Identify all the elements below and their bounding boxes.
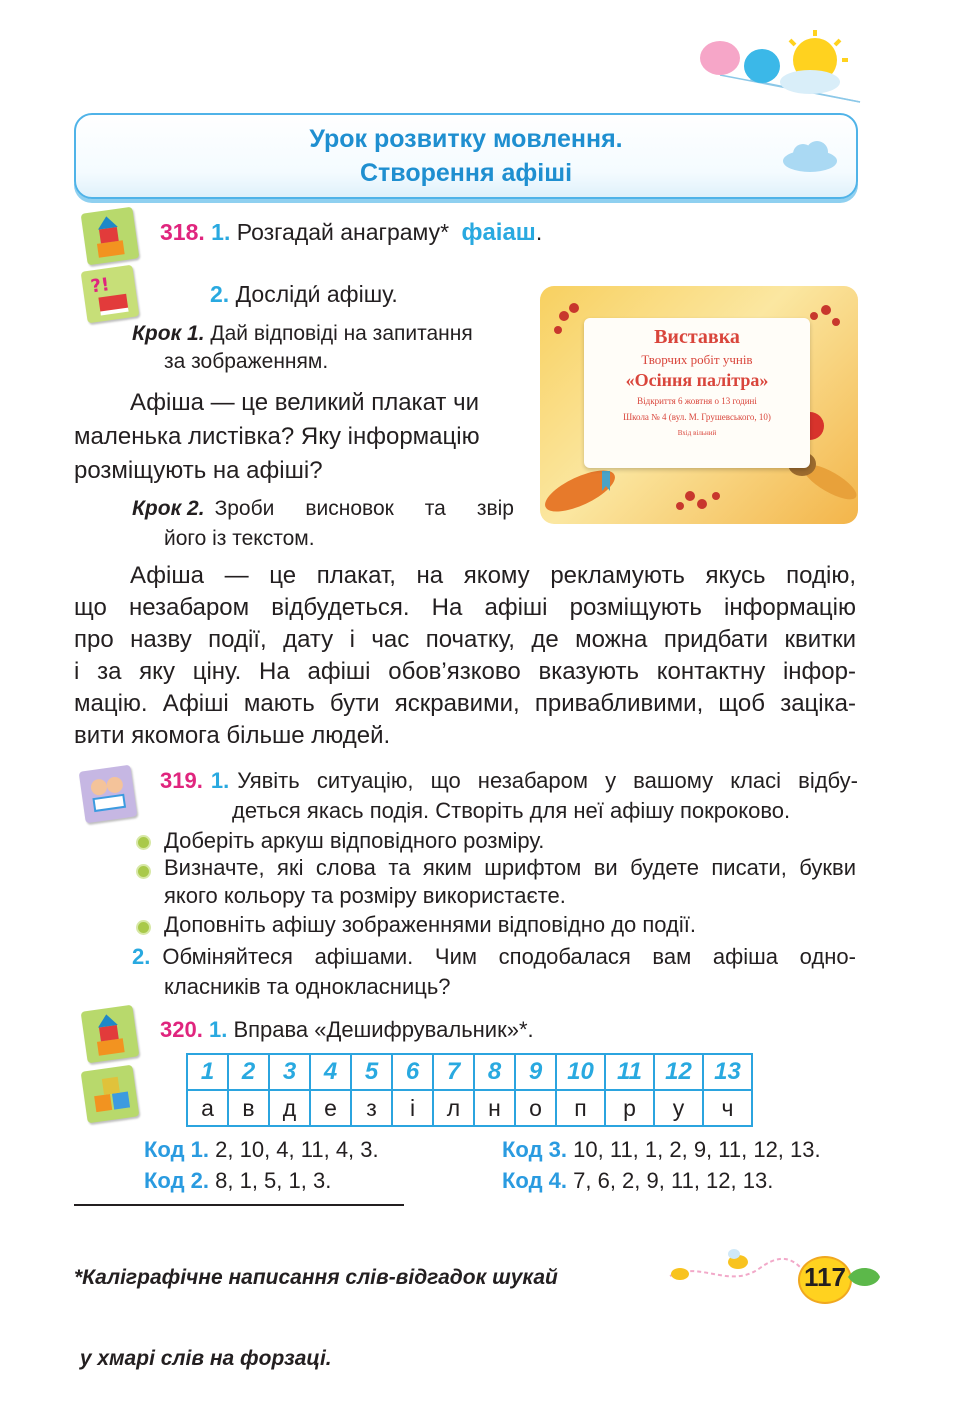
code-value: 10, 11, 1, 2, 9, 11, 12, 13.	[573, 1137, 821, 1162]
ex320-number: 320.	[160, 1017, 203, 1042]
ex319-task1-line2: деться якась подія. Створіть для неї афішу покроково.	[232, 798, 791, 823]
ex318-task1-num: 1.	[211, 219, 231, 245]
ex319-task2-line1: Обміняйтеся афішами. Чим сподобалася вам афіша одно-	[162, 944, 856, 969]
poster-illustration	[540, 286, 858, 524]
bullet-item	[164, 826, 544, 856]
poster-line1: Відкриття 6 жовтня о 13 годині	[637, 396, 757, 406]
ex320-task1	[160, 1015, 534, 1045]
bullet-line: Визначте, які слова та яким шрифтом ви будете писати, букви	[164, 855, 856, 880]
code-label: Код 2.	[144, 1168, 210, 1193]
ex319-task1-num: 1.	[210, 768, 230, 793]
footnote-line2: у хмарі слів на форзаці.	[74, 1347, 332, 1370]
poster-title: Виставка	[654, 326, 740, 348]
paragraph-line: мацію. Афіші мають бути яскравими, привабливими, щоб заціка-	[74, 690, 856, 717]
cipher-number: 9	[515, 1054, 556, 1090]
cipher-number: 3	[269, 1054, 310, 1090]
cipher-letter: о	[515, 1090, 556, 1126]
cipher-letter: п	[556, 1090, 605, 1126]
blocks-icon	[81, 1005, 140, 1064]
cipher-number: 1	[187, 1054, 228, 1090]
cipher-letter: ч	[703, 1090, 752, 1126]
cipher-number: 2	[228, 1054, 269, 1090]
lesson-title-box	[74, 113, 858, 199]
ex318-task1-text: Розгадай анаграму*	[236, 219, 450, 245]
ex318-task1-end: .	[535, 219, 543, 245]
step1-line2: за зображенням.	[164, 350, 329, 373]
question-line: Афіша — це великий плакат чи	[130, 389, 479, 416]
bullet-icon	[136, 920, 151, 935]
blocks-icon	[81, 207, 140, 266]
code-value: 8, 1, 5, 1, 3.	[215, 1168, 332, 1193]
lesson-title-line2: Створення афіші	[359, 159, 573, 187]
poster-subtitle: Творчих робіт учнів	[641, 352, 753, 367]
cipher-letters-row	[187, 1090, 752, 1126]
step1-label: Крок 1.	[132, 322, 205, 345]
ex318-task2-num: 2.	[210, 281, 230, 307]
code-label: Код 1.	[144, 1137, 210, 1162]
cipher-letter: н	[474, 1090, 515, 1126]
ex319-task2-num: 2.	[132, 944, 151, 969]
ex318-number: 318.	[160, 219, 205, 245]
ex319-task1	[160, 766, 858, 826]
cipher-number: 7	[433, 1054, 474, 1090]
footnote-line1: *Каліграфічне написання слів-відгадок шукай	[74, 1266, 558, 1289]
footnote-divider	[74, 1204, 404, 1206]
cipher-letter: а	[187, 1090, 228, 1126]
ex320-task1-num: 1.	[208, 1017, 228, 1042]
alphabet-blocks-icon	[81, 1065, 140, 1124]
code-label: Код 3.	[502, 1137, 568, 1162]
cipher-number: 10	[556, 1054, 605, 1090]
step1-line1: Дай відповіді на запитання	[210, 322, 473, 345]
cloud-icon	[781, 139, 839, 173]
bullet-icon	[136, 864, 151, 879]
lesson-title-line1: Урок розвитку мовлення.	[309, 125, 623, 153]
footnote	[74, 1210, 558, 1399]
cipher-number: 4	[310, 1054, 351, 1090]
ex319-task2-line2: класників та однокласниць?	[164, 974, 451, 999]
ex319-task2	[132, 942, 856, 1002]
poster-line3: Вхід вільний	[677, 429, 717, 437]
book-question-icon	[81, 265, 140, 324]
children-reading-icon	[79, 765, 138, 824]
bullet-item	[164, 854, 856, 910]
step2-label: Крок 2.	[132, 497, 205, 520]
paragraph-line: про назву події, дату і час початку, де можна придбати квитки	[74, 626, 856, 653]
poster-line2: Школа № 4 (вул. М. Грушевського, 10)	[623, 412, 771, 422]
paragraph-line: Афіша — це плакат, на якому рекламують якусь подію,	[130, 562, 856, 589]
cipher-table	[186, 1053, 753, 1127]
paragraph-line: що незабаром відбудеться. На афіші розміщують інформацію	[74, 594, 856, 621]
paragraph-line: і за яку ціну. На афіші обов’язково вказують контактну інфор-	[74, 658, 856, 685]
cipher-number: 5	[351, 1054, 392, 1090]
cipher-letter: д	[269, 1090, 310, 1126]
step1	[132, 320, 473, 376]
anagram-word: фаіаш	[461, 219, 536, 246]
bullet-icon	[136, 835, 151, 850]
codes-left	[144, 1134, 379, 1196]
cipher-number: 6	[392, 1054, 433, 1090]
cipher-letter: з	[351, 1090, 392, 1126]
ex318-task2	[210, 278, 398, 310]
ex319-number: 319.	[160, 768, 203, 793]
codes-right	[502, 1134, 821, 1196]
step2-line2: його із текстом.	[164, 527, 315, 550]
cipher-letter: л	[433, 1090, 474, 1126]
page-number: 117	[804, 1262, 846, 1292]
cipher-number: 12	[654, 1054, 703, 1090]
ex320-task1-text: Вправа «Дешифрувальник»*.	[233, 1017, 534, 1042]
question-line: розміщують на афіші?	[74, 457, 323, 484]
question-block	[74, 386, 480, 488]
svg-text:?!: ?!	[89, 274, 111, 298]
ex318-task2-text: Досліди́ афішу.	[235, 281, 398, 307]
cipher-letter: е	[310, 1090, 351, 1126]
bees-decoration	[660, 1240, 810, 1300]
question-line: маленька листівка? Яку інформацію	[74, 423, 480, 450]
cipher-number: 13	[703, 1054, 752, 1090]
step2: Крок 2. Зроби висновок та звір його із текстом.	[132, 494, 514, 554]
code-value: 7, 6, 2, 9, 11, 12, 13.	[573, 1168, 774, 1193]
code-value: 2, 10, 4, 11, 4, 3.	[215, 1137, 379, 1162]
bullet-line: Доповніть афішу зображеннями відповідно до події.	[164, 912, 696, 937]
cipher-letter: і	[392, 1090, 433, 1126]
definition-paragraph	[74, 560, 856, 752]
cipher-letter: у	[654, 1090, 703, 1126]
cipher-letter: р	[605, 1090, 654, 1126]
cipher-letter: в	[228, 1090, 269, 1126]
paragraph-line: вити якомога більше людей.	[74, 722, 391, 749]
poster-name: «Осіння палітра»	[625, 370, 769, 390]
ex318-task1	[160, 216, 542, 249]
bullet-item	[164, 910, 696, 940]
code-label: Код 4.	[502, 1168, 568, 1193]
ex319-task1-line1: Уявіть ситуацію, що незабаром у вашому класі відбу-	[237, 768, 858, 793]
balloons-sun-decoration	[690, 30, 900, 110]
bullet-line: якого кольору та розміру використаєте.	[164, 883, 566, 908]
cipher-number: 11	[605, 1054, 654, 1090]
cipher-number: 8	[474, 1054, 515, 1090]
cipher-numbers-row	[187, 1054, 752, 1090]
bullet-line: Доберіть аркуш відповідного розміру.	[164, 828, 545, 853]
